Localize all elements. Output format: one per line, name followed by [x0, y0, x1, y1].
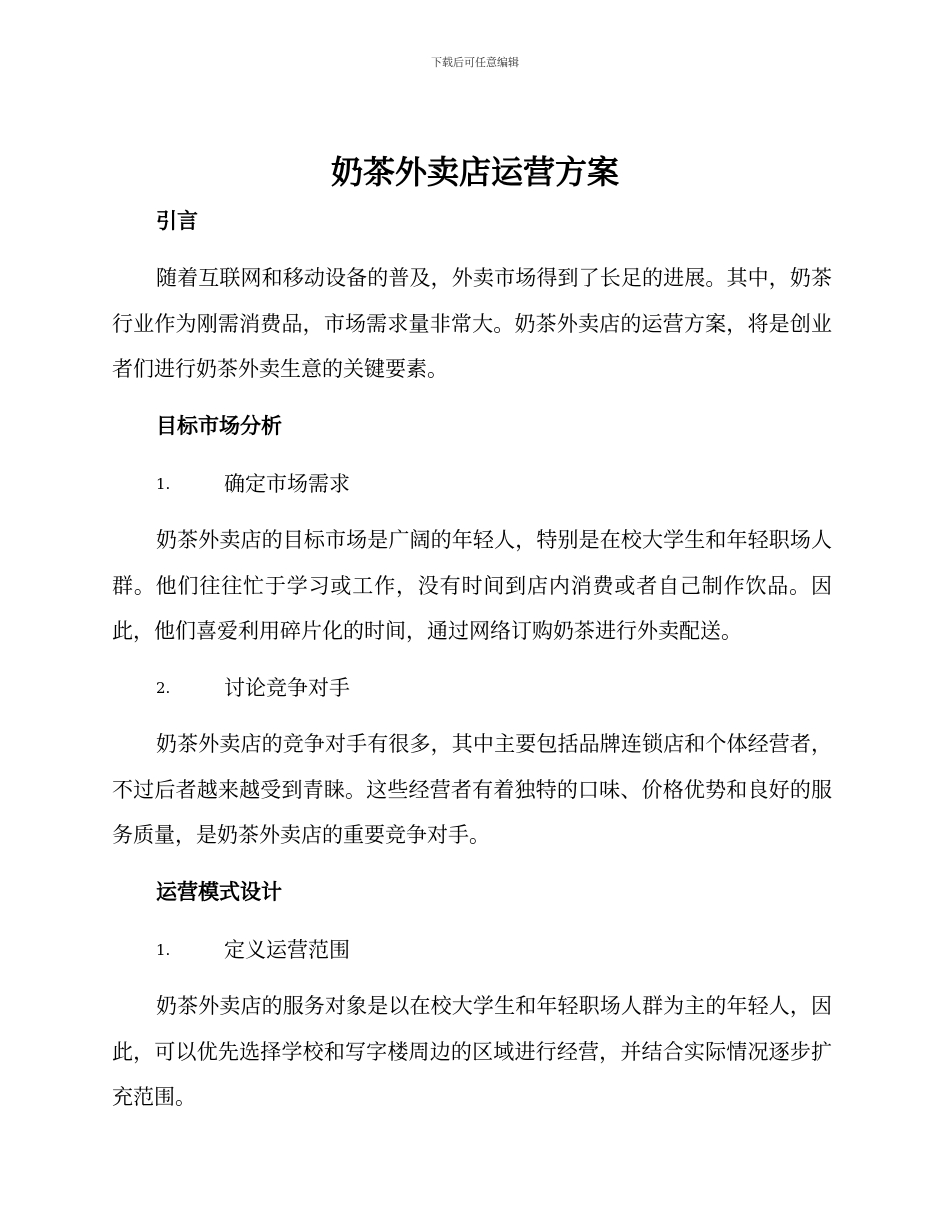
list-number: 1.	[156, 475, 171, 493]
list-label: 定义运营范围	[224, 938, 350, 962]
list-number: 1.	[156, 941, 171, 959]
list-label: 确定市场需求	[224, 472, 350, 496]
section-heading-market-analysis: 目标市场分析	[156, 414, 282, 438]
page-header: 下载后可任意编辑	[431, 56, 519, 69]
intro-paragraph: 随着互联网和移动设备的普及，外卖市场得到了长足的进展。其中，奶茶行业作为刚需消费品，市场需求量非常大。奶茶外卖店的运营方案，将是创业者们进行奶茶外卖生意的关键要素。	[112, 266, 832, 381]
market-demand-paragraph: 奶茶外卖店的目标市场是广阔的年轻人，特别是在校大学生和年轻职场人群。他们往往忙于学习或工作，没有时间到店内消费或者自己制作饮品。因此，他们喜爱利用碎片化的时间，通过网络订购奶茶进行外卖配送。	[112, 528, 832, 643]
competitors-paragraph: 奶茶外卖店的竞争对手有很多，其中主要包括品牌连锁店和个体经营者，不过后者越来越受到青睐。这些经营者有着独特的口味、价格优势和良好的服务质量，是奶茶外卖店的重要竞争对手。	[112, 732, 832, 847]
list-number: 2.	[156, 679, 171, 697]
list-label: 讨论竞争对手	[224, 676, 350, 700]
document-title: 奶茶外卖店运营方案	[330, 153, 619, 191]
section-heading-intro: 引言	[156, 209, 198, 233]
section-heading-operation-model: 运营模式设计	[156, 880, 282, 904]
operation-scope-paragraph: 奶茶外卖店的服务对象是以在校大学生和年轻职场人群为主的年轻人，因此，可以优先选择学校和写字楼周边的区域进行经营，并结合实际情况逐步扩充范围。	[112, 994, 832, 1109]
